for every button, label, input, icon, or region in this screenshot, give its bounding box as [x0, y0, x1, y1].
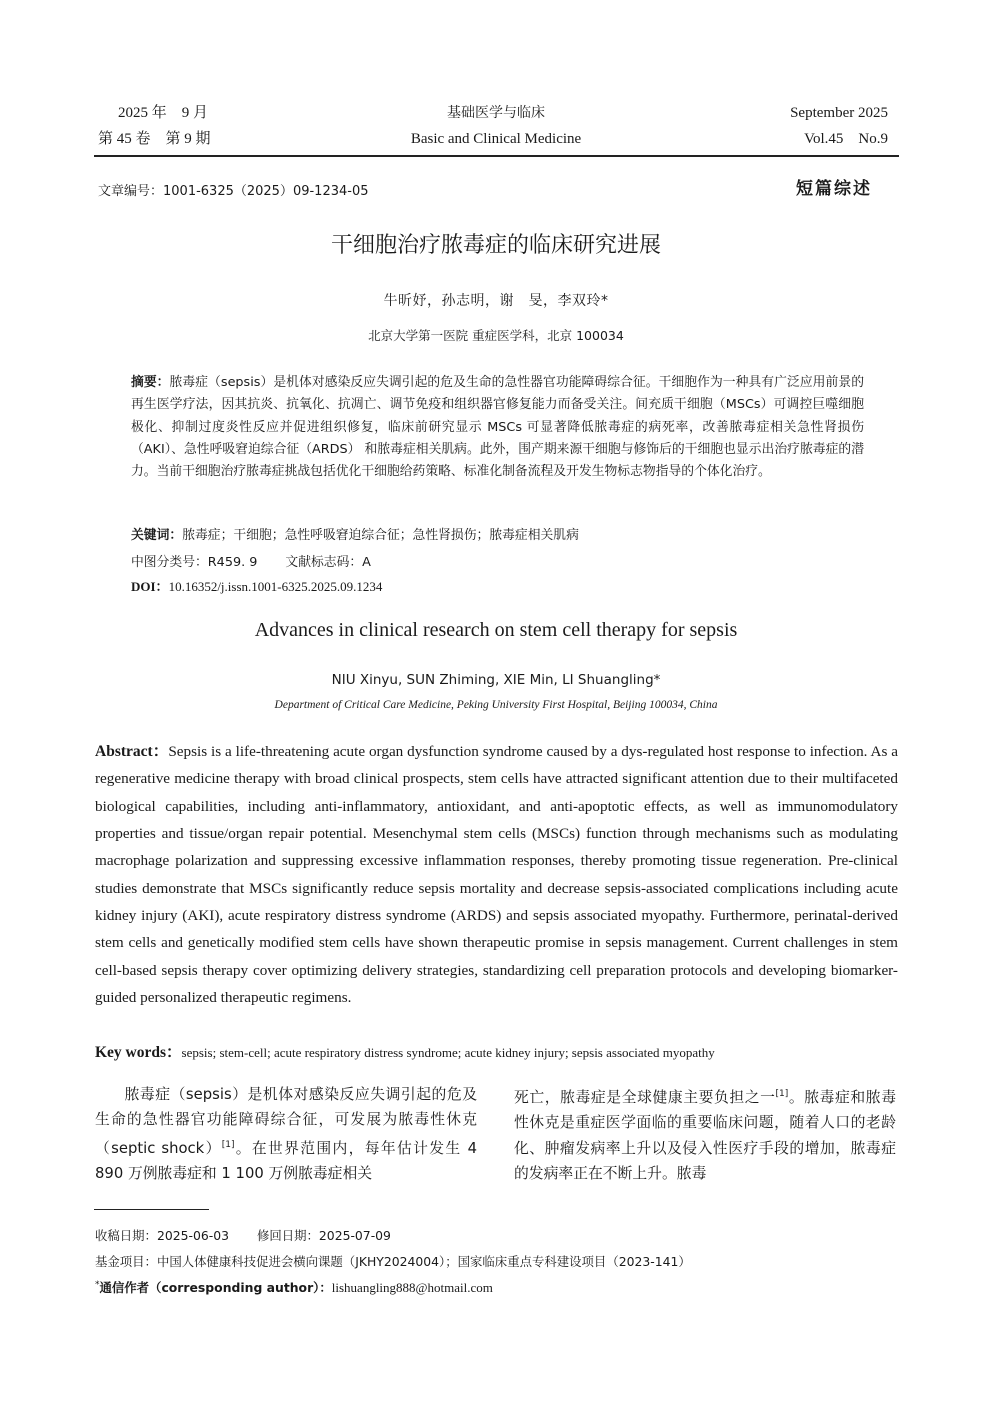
doi-label: DOI： [131, 579, 169, 594]
abstract-cn-label: 摘要： [131, 375, 170, 390]
citation-ref[interactable]: [1] [775, 1089, 789, 1099]
doc-code-value: A [362, 555, 371, 570]
volume-en: Vol.45 No.9 [804, 131, 888, 147]
corresponding-label: 通信作者（corresponding author）： [99, 1280, 332, 1295]
header-divider [94, 155, 899, 157]
doi [131, 576, 382, 595]
footnote-fund: 基金项目：中国人体健康科技促进会横向课题（JKHY2024004）；国家临床重点专科建设项目（2023-141） [95, 1254, 691, 1269]
corresponding-mark: * [95, 1279, 100, 1290]
doc-code-label: 文献标志码： [285, 555, 363, 570]
abstract-en-text: Sepsis is a life-threatening acute organ dysfunction syndrome caused by a dys-regulated host response to infection. As a regenerative medicine therapy with broad clinical prospects, stem cells have attracted significant attention due to their multifaceted biological capabilities, including anti-inflammatory, antioxidant, and anti-apoptotic effects, as well as immunomodulatory properties and tissue/organ repair potential. Mesenchymal stem cells (MSCs) function through mechanisms such as modulating macrophage polarization and suppressing excessive inflammation responses, thereby promoting tissue regeneration. Pre-clinical studies demonstrate that MSCs significantly reduce sepsis mortality and decrease sepsis-associated complications including acute kidney injury (AKI), acute respiratory distress syndrome (ARDS) and sepsis associated myopathy. Furthermore, perinatal-derived stem cells and genetically modified stem cells have shown therapeutic promise in sepsis management. Current challenges in stem cell-based sepsis therapy cover optimizing delivery strategies, standardizing cell preparation protocols and developing biomarker-guided personalized therapeutic regimens. [95, 743, 898, 1007]
issue-date-en: September 2025 [790, 105, 888, 121]
title-en: Advances in clinical research on stem cell therapy for sepsis [254, 619, 738, 641]
abstract-en-label: Abstract： [95, 743, 169, 760]
footnote-corresponding [95, 1278, 493, 1296]
journal-name-en: Basic and Clinical Medicine [410, 131, 582, 147]
corresponding-email[interactable]: lishuangling888@hotmail.com [331, 1280, 493, 1295]
journal-name-cn: 基础医学与临床 [447, 105, 545, 121]
footnote-dates [95, 1226, 391, 1244]
header-right [790, 100, 888, 152]
received-date: 2025-06-03 [156, 1228, 229, 1243]
body-left-text-1: 脓毒症（sepsis）是机体对感染反应失调引起的危及生命的急性器官功能障碍综合征，可发展为脓毒性休克（septic shock） [95, 1086, 477, 1157]
body-left-text-2: 。在世界范围内，每年估计发生 4 890 万例脓毒症和 1 100 万例脓毒症相关 [95, 1139, 477, 1183]
article-number: 文章编号：1001-6325（2025）09-1234-05 [98, 184, 369, 199]
authors-en: NIU Xinyu, SUN Zhiming, XIE Min, LI Shuangling* [331, 672, 661, 688]
keywords-en-label: Key words： [95, 1044, 182, 1061]
volume-cn: 第 45 卷 第 9 期 [98, 131, 211, 147]
abstract-cn [131, 372, 864, 483]
abstract-cn-text: 脓毒症（sepsis）是机体对感染反应失调引起的危及生命的急性器官功能障碍综合征。干细胞作为一种具有广泛应用前景的再生医学疗法，因其抗炎、抗氧化、抗凋亡、调节免疫和组织器官修复能力而备受关注。间充质干细胞（MSCs）可调控巨噬细胞极化、抑制过度炎性反应并促进组织修复，临床前研究显示 MSCs 可显著降低脓毒症的病死率，改善脓毒症相关急性肾损伤（AKI）、急性呼吸窘迫综合征（ARDS） 和脓毒症相关肌病。此外，围产期来源干细胞与修饰后的干细胞也显示出治疗脓毒症的潜力。当前干细胞治疗脓毒症挑战包括优化干细胞给药策略、标准化制备流程及开发生物标志物指导的个体化治疗。 [131, 375, 864, 480]
clc-label: 中图分类号： [131, 555, 208, 570]
clc-value: R459. 9 [207, 555, 258, 570]
keywords-cn-label: 关键词： [131, 528, 183, 543]
body-column-left [95, 1082, 477, 1187]
received-label: 收稿日期： [95, 1228, 157, 1243]
classification-cn [131, 551, 371, 570]
affiliation-cn: 北京大学第一医院 重症医学科，北京 100034 [368, 328, 624, 343]
body-column-right [514, 1082, 896, 1187]
abstract-en [95, 738, 898, 1011]
revised-label: 修回日期： [256, 1228, 319, 1243]
revised-date: 2025-07-09 [318, 1228, 391, 1243]
title-cn: 干细胞治疗脓毒症的临床研究进展 [330, 233, 661, 258]
keywords-cn [131, 524, 579, 543]
keywords-en [95, 1040, 898, 1062]
footnote-divider [94, 1209, 209, 1210]
authors-cn: 牛昕妤，孙志明，谢 旻，李双玲* [383, 293, 609, 309]
issue-date-cn: 2025 年 9 月 [118, 105, 209, 121]
citation-ref[interactable]: [1] [221, 1139, 235, 1150]
body-right-text-2: 。脓毒症和脓毒性休克是重症医学面临的重要临床问题，随着人口的老龄化、肿瘤发病率上升以及侵入性医疗手段的增加，脓毒症的发病率正在不断上升。脓毒 [514, 1088, 896, 1183]
doi-link[interactable]: 10.16352/j.issn.1001-6325.2025.09.1234 [168, 579, 383, 594]
keywords-cn-text: 脓毒症；干细胞；急性呼吸窘迫综合征；急性肾损伤；脓毒症相关肌病 [182, 528, 579, 543]
article-type-badge: 短篇综述 [796, 179, 872, 199]
body-right-text-1: 死亡，脓毒症是全球健康主要负担之一 [514, 1088, 776, 1106]
affiliation-en: Department of Critical Care Medicine, Peking University First Hospital, Beijing 100034, China [274, 699, 718, 711]
keywords-en-text: sepsis; stem-cell; acute respiratory distress syndrome; acute kidney injury; sepsis associated myopathy [181, 1045, 715, 1060]
